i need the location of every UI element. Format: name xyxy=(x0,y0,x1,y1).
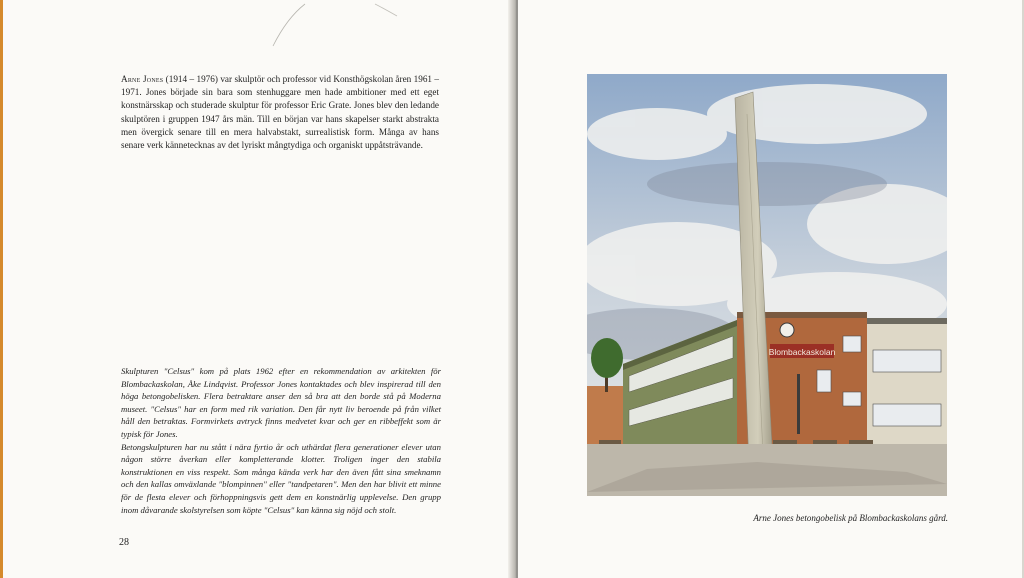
celsus-paragraph: Skulpturen "Celsus" kom på plats 1962 efter en rekommendation av arkitekten för Blombackaskolan, Åke Lindqvist. Professor Jones kontaktades och blev inspirerad till den höga betongobelisken. Flera betraktare anser den så bra att den borde stå på Moderna museet. "Celsus" har en form med rik variation. Den får nytt liv beroende på från vilket håll den betraktas. Formvirkets avtryck finns medvetet kvar och ger en ribbeffekt som är typisk för Jones. xyxy=(121,366,441,439)
photo-caption: Arne Jones betongobelisk på Blombackaskolans gård. xyxy=(753,513,948,523)
photo-illustration xyxy=(587,74,947,496)
biography-text: (1914 – 1976) var skulptör och professor vid Konsthögskolan åren 1961 – 1971. Jones började sin bara som stenhuggare men hade ambitioner med ett eget konstnärsskap och studerade skulptur för professor Eric Grate. Jones blev den ledande skulptören i gruppen 1947 års män. Till en början var hans skapelser starkt abstrakta men övergick senare till en mera halvabstakt, surrealistisk form. Många av hans senare verk kännetecknas av det lyriskt mångtydiga och organiskt uppåtsträvande. xyxy=(121,74,439,151)
paper-crease xyxy=(265,0,405,50)
artist-name: Arne Jones xyxy=(121,74,164,84)
celsus-paragraph: Betongskulpturen har nu stått i nära fyrtio år och uthärdat flera generationer elever utan någon större åverkan eller kompletterande klotter. Troligen inger den stabila konstruktionen en viss respekt. Som många kända verk har den även fått sina smeknamn och den kallas omväxlande "blompinnen" eller "tandpetaren". Men den har blivit ett minne för de flesta elever och förhoppningsvis gett dem en konstnärlig upplevelse. Den grupp inom dåvarande skolstyrelsen som köpte "Celsus" kan känna sig nöjd och stolt. xyxy=(121,441,441,515)
school-photo xyxy=(587,74,947,496)
page-number: 28 xyxy=(119,537,129,548)
artist-biography xyxy=(121,73,439,152)
school-sign: Blombackaskolan xyxy=(768,347,836,357)
clock-icon xyxy=(780,323,794,337)
celsus-description xyxy=(121,365,441,516)
left-wing xyxy=(587,386,623,444)
